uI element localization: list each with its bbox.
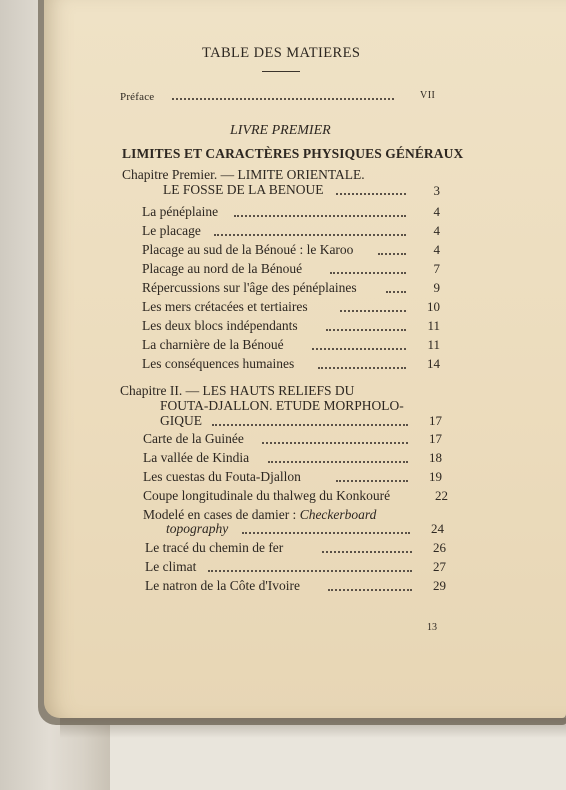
- toc-entry: Placage au nord de la Bénoué: [142, 261, 303, 276]
- toc-leader: [328, 589, 412, 591]
- preface-leader: [172, 98, 394, 100]
- page-title: TABLE DES MATIERES: [202, 45, 361, 61]
- toc-leader: [322, 551, 412, 553]
- chapter2-label: Chapitre II. — LES HAUTS RELIEFS DU: [120, 383, 355, 398]
- toc-leader: [340, 310, 406, 312]
- toc-page: 29: [433, 578, 446, 593]
- toc-entry: Le placage: [142, 223, 201, 238]
- toc-leader: [262, 442, 408, 444]
- toc-leader: [242, 532, 410, 534]
- toc-page: 11: [427, 337, 440, 352]
- toc-page: 7: [433, 261, 440, 276]
- toc-entry: Coupe longitudinale du thalweg du Konkouré: [143, 488, 391, 503]
- toc-page: 24: [431, 521, 444, 536]
- toc-entry: Les deux blocs indépendants: [142, 318, 298, 333]
- toc-page: 27: [433, 559, 446, 574]
- chapter2-title-line3: GIQUE: [160, 413, 202, 428]
- preface-label: Préface: [120, 91, 155, 103]
- page-bottom-shadow: [60, 718, 566, 738]
- toc-page: 9: [433, 280, 440, 295]
- toc-page: 10: [427, 299, 440, 314]
- chapter2-leader: [212, 424, 408, 426]
- title-divider: [262, 71, 300, 72]
- toc-entry: Les cuestas du Fouta-Djallon: [143, 469, 301, 484]
- toc-entry: Placage au sud de la Bénoué : le Karoo: [142, 242, 354, 257]
- toc-entry: Carte de la Guinée: [143, 431, 244, 446]
- toc-leader: [208, 570, 412, 572]
- toc-leader: [318, 367, 406, 369]
- toc-leader: [312, 348, 406, 350]
- chapter1-title-line2: LE FOSSE DE LA BENOUE: [163, 182, 324, 197]
- toc-entry: Le climat: [145, 559, 197, 574]
- book-page: [44, 0, 566, 718]
- toc-entry: Répercussions sur l'âge des pénéplaines: [142, 280, 357, 295]
- toc-leader: [234, 215, 406, 217]
- toc-entry: La pénéplaine: [142, 204, 219, 219]
- toc-entry: Les conséquences humaines: [142, 356, 295, 371]
- section-heading: LIMITES ET CARACTÈRES PHYSIQUES GÉNÉRAUX: [122, 146, 464, 161]
- toc-entry: Le natron de la Côte d'Ivoire: [145, 578, 300, 593]
- chapter2-page: 17: [429, 413, 442, 428]
- toc-leader: [326, 329, 406, 331]
- toc-page: 4: [433, 204, 440, 219]
- toc-entry: Les mers crétacées et tertiaires: [142, 299, 308, 314]
- toc-page: 4: [433, 223, 440, 238]
- livre-heading: LIVRE PREMIER: [230, 123, 331, 138]
- preface-page: VII: [420, 90, 436, 101]
- toc-entry: La vallée de Kindia: [143, 450, 250, 465]
- chapter1-page: 3: [433, 183, 440, 198]
- toc-page: 4: [433, 242, 440, 257]
- page-number: 13: [427, 622, 437, 633]
- toc-page: 18: [429, 450, 442, 465]
- chapter1-leader: [336, 193, 406, 195]
- toc-page: 19: [429, 469, 442, 484]
- toc-leader: [386, 291, 406, 293]
- toc-page: 26: [433, 540, 446, 555]
- toc-leader: [378, 253, 406, 255]
- chapter2-title-line2: FOUTA-DJALLON. ETUDE MORPHOLO-: [160, 398, 404, 413]
- toc-page: 22: [435, 488, 448, 503]
- toc-entry: La charnière de la Bénoué: [142, 337, 284, 352]
- toc-page: 17: [429, 431, 442, 446]
- toc-leader: [214, 234, 406, 236]
- toc-leader: [268, 461, 408, 463]
- toc-entry: Modelé en cases de damier : Checkerboard: [143, 507, 377, 522]
- chapter1-label: Chapitre Premier. — LIMITE ORIENTALE.: [122, 167, 365, 182]
- toc-leader: [336, 480, 408, 482]
- toc-entry-line2: topography: [166, 521, 229, 536]
- toc-page: 14: [427, 356, 440, 371]
- toc-page: 11: [427, 318, 440, 333]
- toc-entry: Le tracé du chemin de fer: [145, 540, 284, 555]
- toc-leader: [330, 272, 406, 274]
